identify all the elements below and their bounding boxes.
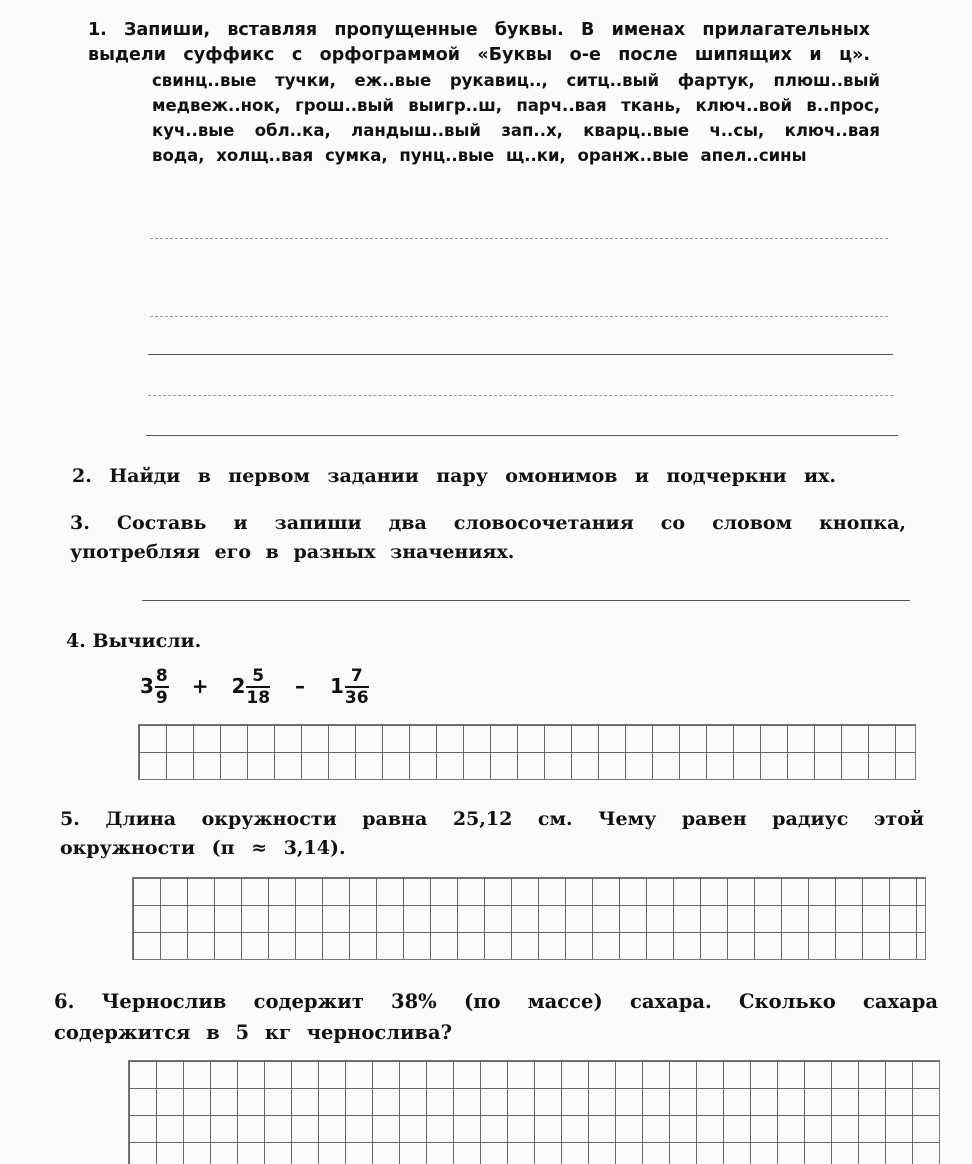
task6-line2: содержится в 5 кг чернослива? — [54, 1021, 453, 1044]
answer-grid[interactable] — [128, 1060, 940, 1164]
mixed-number — [231, 666, 277, 708]
denominator: 9 — [155, 688, 168, 708]
whole-part: 1 — [330, 674, 344, 698]
math-expression — [140, 668, 369, 707]
task1-line2: выдели суффикс с орфограммой «Буквы о-е после шипящих и ц». — [88, 45, 870, 65]
task2-number: 2. — [72, 465, 92, 487]
task2-text: Найди в первом задании пару омонимов и подчеркни их. — [109, 465, 837, 487]
task5-number: 5. — [60, 808, 80, 830]
task5-line1 — [60, 808, 924, 830]
numerator: 8 — [155, 666, 168, 686]
task3-line2: употребляя его в разных значениях. — [70, 541, 515, 563]
denominator: 36 — [344, 688, 369, 708]
task4-number: 4. — [66, 630, 86, 652]
task5-text-line1: Длина окружности равна 25,12 см. Чему равен радиус этой — [105, 808, 924, 830]
task4-line — [66, 630, 201, 652]
task6-number: 6. — [54, 990, 75, 1013]
task6-line1 — [54, 990, 938, 1013]
numerator: 7 — [345, 668, 369, 688]
writing-line[interactable] — [150, 238, 888, 239]
whole-part: 2 — [231, 674, 246, 698]
task6-text-line1: Чернослив содержит 38% (по массе) сахара. Сколько сахара — [101, 990, 938, 1013]
task1-word-line: куч..вые обл..ка, ландыш..вый зап..х, кварц..вые ч..сы, ключ..вая — [152, 121, 880, 140]
fraction — [155, 668, 169, 707]
writing-line[interactable] — [148, 395, 893, 396]
task2-line — [72, 465, 836, 487]
task3-number: 3. — [70, 512, 90, 534]
task1-word-line: вода, холщ..вая сумка, пунц..вые щ..ки, оранж..вые апел..сины — [152, 146, 807, 165]
denominator: 18 — [246, 688, 271, 708]
task3-line1 — [70, 512, 906, 534]
task1-line1 — [88, 20, 870, 40]
numerator: 5 — [246, 668, 270, 688]
task1-word-line: свинц..вые тучки, еж..вые рукавиц.., ситц..вый фартук, плюш..вый — [152, 71, 880, 90]
task5-line2: окружности (π ≈ 3,14). — [60, 837, 346, 859]
task1-number: 1. — [88, 20, 107, 40]
mixed-number — [140, 666, 176, 708]
task3-keyword: кнопка, — [819, 512, 907, 534]
fraction — [246, 668, 270, 707]
answer-grid[interactable] — [132, 877, 926, 960]
writing-line[interactable] — [148, 354, 893, 355]
writing-line[interactable] — [150, 316, 888, 317]
operator: – — [295, 674, 306, 698]
task1-text-line1: Запиши, вставляя пропущенные буквы. В именах прилагательных — [124, 20, 870, 40]
fraction — [345, 668, 369, 707]
mixed-number — [330, 666, 369, 708]
whole-part: 3 — [140, 674, 154, 698]
operator: + — [191, 674, 209, 698]
answer-grid[interactable] — [138, 724, 916, 780]
task1-word-line: медвеж..нок, грош..вый выигр..ш, парч..вая ткань, ключ..вой в..прос, — [152, 96, 880, 115]
writing-line[interactable] — [142, 600, 910, 601]
task4-text: Вычисли. — [92, 630, 202, 652]
writing-line[interactable] — [146, 435, 898, 436]
task3-text-line1: Составь и запиши два словосочетания со словом — [116, 512, 793, 534]
